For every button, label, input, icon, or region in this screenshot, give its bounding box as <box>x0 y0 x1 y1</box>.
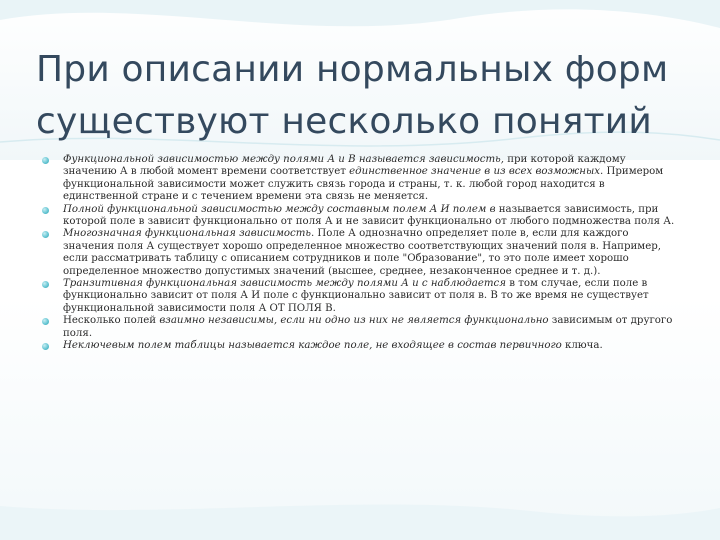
list-item <box>42 228 680 278</box>
bullet-text-italic: Транзитивная функциональная зависимость между полями А и с наблюдается <box>63 278 506 290</box>
list-item <box>42 278 680 315</box>
bullet-text: при которой каждому значению А в любой момент времени соответствует <box>63 154 626 178</box>
list-item <box>42 154 680 204</box>
bullet-text: ключа. <box>561 340 603 352</box>
bullet-text-italic: взаимно независимы, если ни одно из них не является функционально <box>159 315 549 327</box>
bullet-text-italic: единственное значение в из всех возможных. <box>349 166 607 178</box>
bullet-text-italic: Функциональной зависимостью между полями А и В называется зависимость, <box>63 154 504 165</box>
bullet-text: Примером функциональной зависимости может служить связь города и страны, т. к. любой город находится в единственной стране и с течением времени эта связь не меняется. <box>63 166 664 203</box>
round-bullet-icon <box>42 157 49 164</box>
round-bullet-icon <box>42 231 49 238</box>
bullet-text: зависимым от другого поля. <box>63 315 673 339</box>
round-bullet-icon <box>42 343 49 350</box>
bullet-text: в том случае, если поле в функционально зависит от поля А И поле с функционально зависит от поля в. В то же время не существует функциональной зависимости поля А ОТ ПОЛЯ В. <box>63 278 649 314</box>
bullet-list <box>42 154 680 353</box>
round-bullet-icon <box>42 318 49 325</box>
round-bullet-icon <box>42 207 49 214</box>
bullet-text-italic: Многозначная функциональная зависимость. <box>63 228 315 240</box>
bullet-text-italic: Неключевым полем таблицы называется каждое поле, не входящее в состав первичного <box>63 340 562 352</box>
list-item <box>42 204 680 229</box>
bullet-text: Поле А однозначно определяет поле в, если для каждого значения поля А существует хорошо определенное множество соответствующих значений поля в. Например, если рассматривать таблицу с описанием сотрудников и поле "Образование", то это поле имеет хорошо определенное множество допустимых значений (высшее, среднее, незаконченное среднее и т. д.). <box>63 228 661 277</box>
bullet-text-italic: Полной функциональной зависимостью между составным полем А И полем в <box>63 203 496 215</box>
list-item <box>42 340 680 352</box>
bullet-text: Несколько полей <box>63 315 160 327</box>
round-bullet-icon <box>42 281 49 288</box>
bullet-text: называется зависимость, при которой поле в зависит функционально от поля А и не зависит функционально от любого подмножества поля А. <box>63 203 675 228</box>
slide-title: При описании нормальных форм существуют несколько понятий <box>36 49 669 142</box>
list-item <box>42 315 680 340</box>
